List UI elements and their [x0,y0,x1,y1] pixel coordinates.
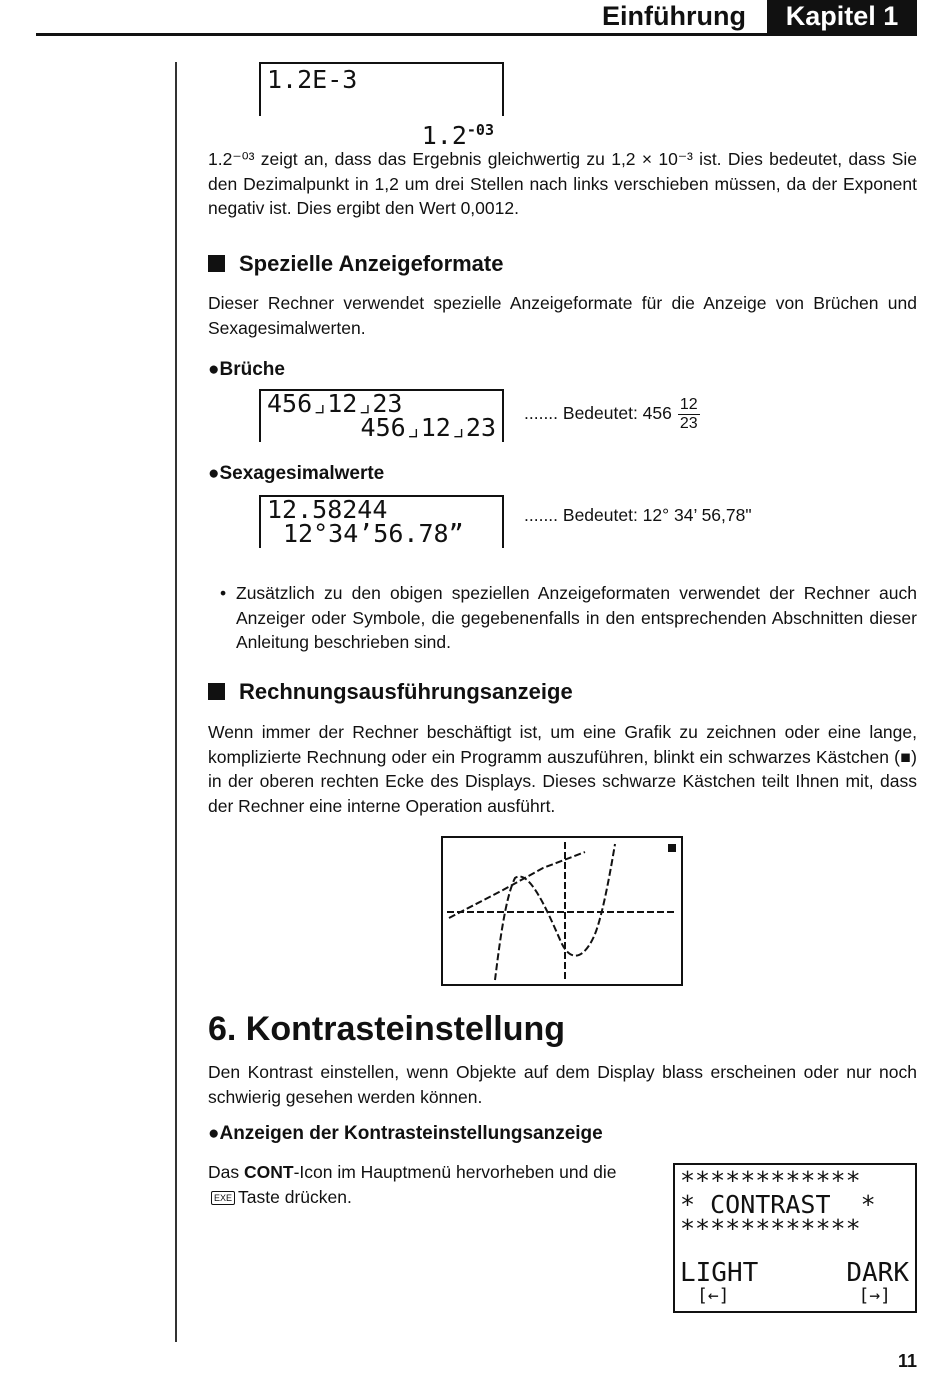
contrast-title-line: * CONTRAST * [680,1190,876,1219]
sexagesimal-heading: ●Sexagesimalwerte [208,463,385,484]
contrast-instruction [208,1160,628,1209]
lcd-line-1: 1.2E-3 [267,65,358,94]
graph-drawing [443,838,681,984]
section-heading-formats [208,250,503,278]
fraction-denominator: 23 [679,415,698,432]
graph-screen-illustration [441,836,683,986]
page-header-title: Einführung [602,1,746,31]
contrast-stars-bottom: ************ [680,1214,861,1243]
formats-note [220,581,917,655]
section-heading-busy-text: Rechnungsausführungsanzeige [239,679,573,704]
header-rule [36,33,917,36]
busy-indicator-icon [668,844,676,852]
contrast-screen [673,1163,917,1313]
formats-paragraph: Dieser Rechner verwendet spezielle Anzeigeformate für die Anzeige von Brüchen und Sexagesimalwerten. [208,293,917,338]
instr-bold: CONT [243,1162,294,1182]
page-number: 11 [897,1351,917,1371]
fraction [678,396,700,433]
lcd-fraction-line-2: 456⌟12⌟23 [360,413,496,442]
margin-rule [175,62,177,1342]
heading-square-icon [208,255,225,272]
lcd-fraction-display [259,389,504,442]
fraction-meaning [524,396,700,433]
lcd-sexagesimal-display [259,495,504,548]
contrast-dark-key: [→] [858,1285,891,1306]
lcd-exponent-display [259,62,504,150]
heading-square-icon [208,683,225,700]
chapter-label: Kapitel 1 [767,0,917,33]
instr-post: Taste drücken. [238,1186,352,1207]
lcd-sexagesimal-line-1: 12.58244 [267,495,388,524]
fractions-heading: ●Brüche [208,359,285,380]
fraction-meaning-label: ....... Bedeutet: 456 [524,403,672,424]
section-heading-busy [208,678,573,706]
lcd-exponent: -03 [466,121,494,139]
contrast-stars-top: ************ [680,1166,861,1195]
exe-key-icon: EXE [211,1191,235,1205]
instr-mid: -Icon im Hauptmenü hervorheben und die [293,1162,617,1182]
lcd-sexagesimal-line-2: 12°34’56.78” [283,519,464,548]
contrast-paragraph: Den Kontrast einstellen, wenn Objekte auf dem Display blass erscheinen oder nur noch schwierig gesehen werden können. [208,1062,917,1107]
contrast-light-label: LIGHT [680,1258,759,1288]
contrast-dark-label: DARK [846,1258,909,1288]
fraction-numerator: 12 [679,396,698,413]
section-heading-contrast: 6. Kontrasteinstellung [208,1010,566,1048]
formats-note-text: Zusätzlich zu den obigen speziellen Anzeigeformaten verwendet der Rechner auch Anzeiger oder Symbole, die gegebenenfalls in den entsprechenden Abschnitten dieser Anleitung beschrieben sind. [236,583,917,652]
intro-paragraph: 1.2⁻⁰³ zeigt an, dass das Ergebnis gleichwertig zu 1,2 × 10⁻³ ist. Dies bedeutet, dass Sie den Dezimalpunkt in 1,2 um drei Stellen nach links verschieben müssen, da der Exponent negativ ist. Dies ergibt den Wert 0,0012. [208,149,917,218]
contrast-light-key: [←] [697,1285,730,1306]
busy-paragraph: Wenn immer der Rechner beschäftigt ist, um eine Grafik zu zeichnen oder eine lange, komplizierte Rechnung oder ein Programm auszuführen, blinkt ein schwarzes Kästchen (■) in der oberen rechten Ecke des Displays. Dieses schwarze Kästchen teilt Ihnen mit, dass der Rechner eine interne Operation ausführt. [208,722,917,816]
bullet-mark: • [220,583,227,603]
sexagesimal-meaning: ....... Bedeutet: 12° 34’ 56,78" [524,505,752,525]
section-heading-formats-text: Spezielle Anzeigeformate [239,251,504,276]
contrast-subheading: ●Anzeigen der Kontrasteinstellungsanzeige [208,1123,603,1144]
instr-pre: Das [208,1162,244,1182]
lcd-fraction-line-1: 456⌟12⌟23 [267,389,403,418]
lcd-mantissa: 1.2 [421,121,467,150]
